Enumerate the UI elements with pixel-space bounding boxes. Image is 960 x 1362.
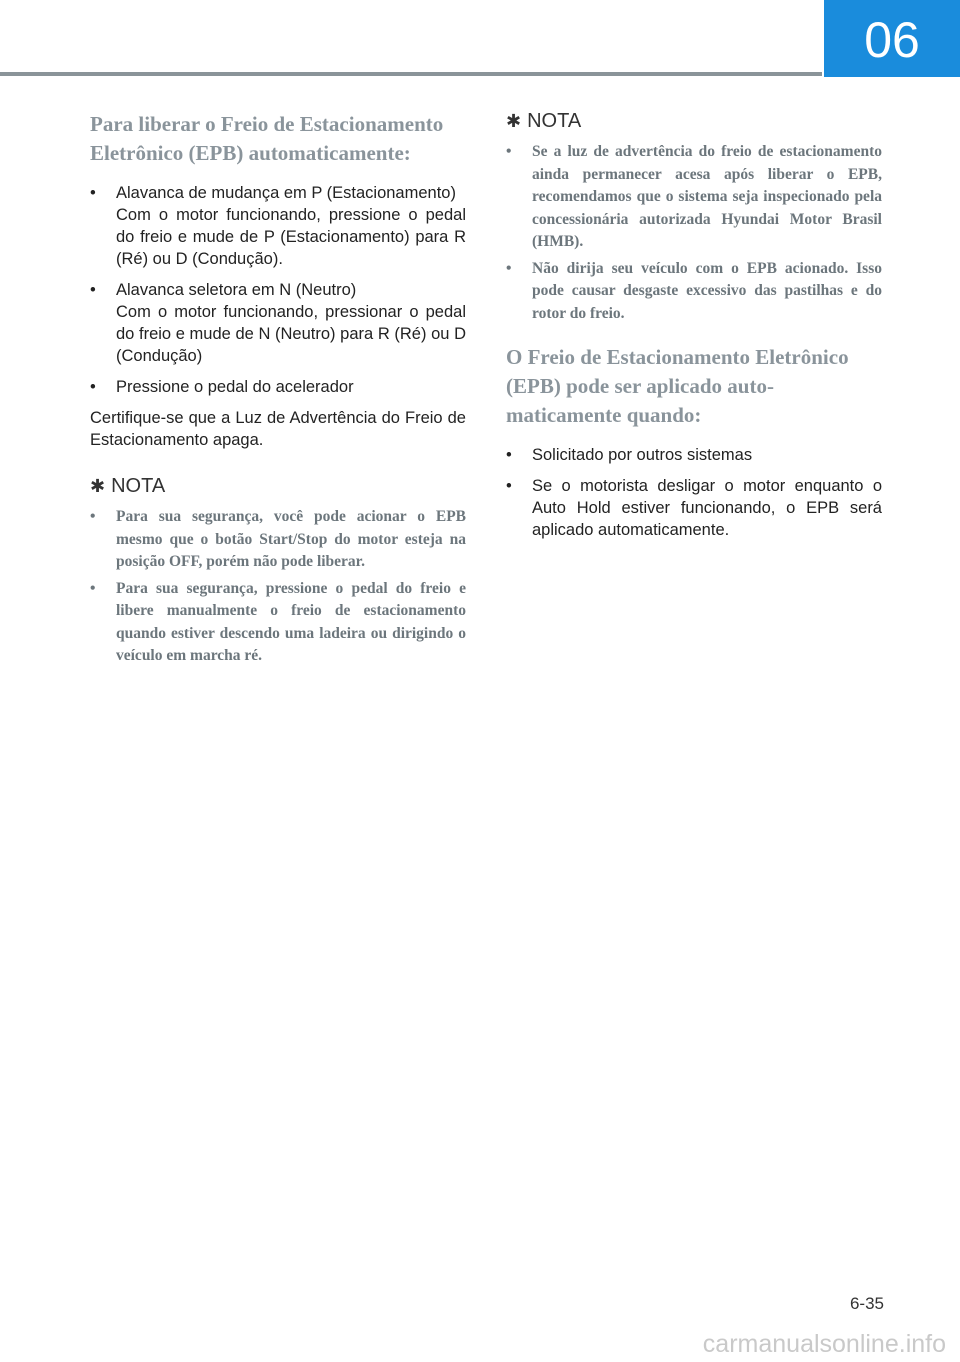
list-item: • Pressione o pedal do acelerador xyxy=(90,378,354,396)
list-item: • Não dirija seu veículo com o EPB acionado. Isso pode causar desgaste excessivo das pastilhas e do rotor do freio. xyxy=(506,259,882,322)
asterisk-icon: ✱ xyxy=(506,111,522,131)
list-item: • Alavanca seletora em N (Neutro) Com o motor funcionando, pressionar o pedal do freio e mude de N (Neutro) para R (Ré) ou D (Condução) xyxy=(90,281,466,365)
watermark: carmanualsonline.info xyxy=(702,1330,946,1358)
note-title: ✱ NOTA xyxy=(506,110,582,132)
left-column xyxy=(90,110,466,672)
list-item: • Se o motorista desligar o motor enquanto o Auto Hold estiver funcionando, o EPB será aplicado automaticamente. xyxy=(506,477,882,539)
list-item: • Se a luz de advertência do freio de estacionamento ainda permanecer acesa após liberar o EPB, recomendamos que o sistema seja inspecionado pela concessionária autorizada Hyundai Motor Brasil (HMB). xyxy=(506,143,882,250)
header-rule xyxy=(0,72,822,76)
bullet-list xyxy=(506,444,882,541)
list-item: • Alavanca de mudança em P (Estacionamento) Com o motor funcionando, pressione o pedal do freio e mude de P (Estacionamento) para R (Ré) ou D (Condução). xyxy=(90,184,466,268)
note-list xyxy=(506,141,882,325)
list-item: • Solicitado por outros sistemas xyxy=(506,446,753,464)
paragraph: Certifique-se que a Luz de Advertência do Freio de Estacionamento apaga. xyxy=(90,409,466,449)
section-heading: Para liberar o Freio de Estacionamento Eletrônico (EPB) automaticamente: xyxy=(90,112,444,165)
page-number: 6-35 xyxy=(849,1294,884,1313)
bullet-list xyxy=(90,182,466,398)
chapter-tab: 06 xyxy=(824,0,960,77)
section-heading: O Freio de Estacionamento Eletrônico (EPB) pode ser aplicado automaticamente quando: xyxy=(506,345,849,427)
right-column xyxy=(506,110,882,550)
list-item: • Para sua segurança, você pode acionar o EPB mesmo que o botão Start/Stop do motor esteja na posição OFF, porém não pode liberar. xyxy=(90,508,466,570)
note-list xyxy=(90,506,466,668)
list-item: • Para sua segurança, pressione o pedal do freio e libere manualmente o freio de estacionamento quando estiver descendo uma ladeira ou dirigindo o veículo em marcha ré. xyxy=(90,579,466,664)
note-title: ✱ NOTA xyxy=(90,475,166,497)
asterisk-icon: ✱ xyxy=(90,476,106,496)
